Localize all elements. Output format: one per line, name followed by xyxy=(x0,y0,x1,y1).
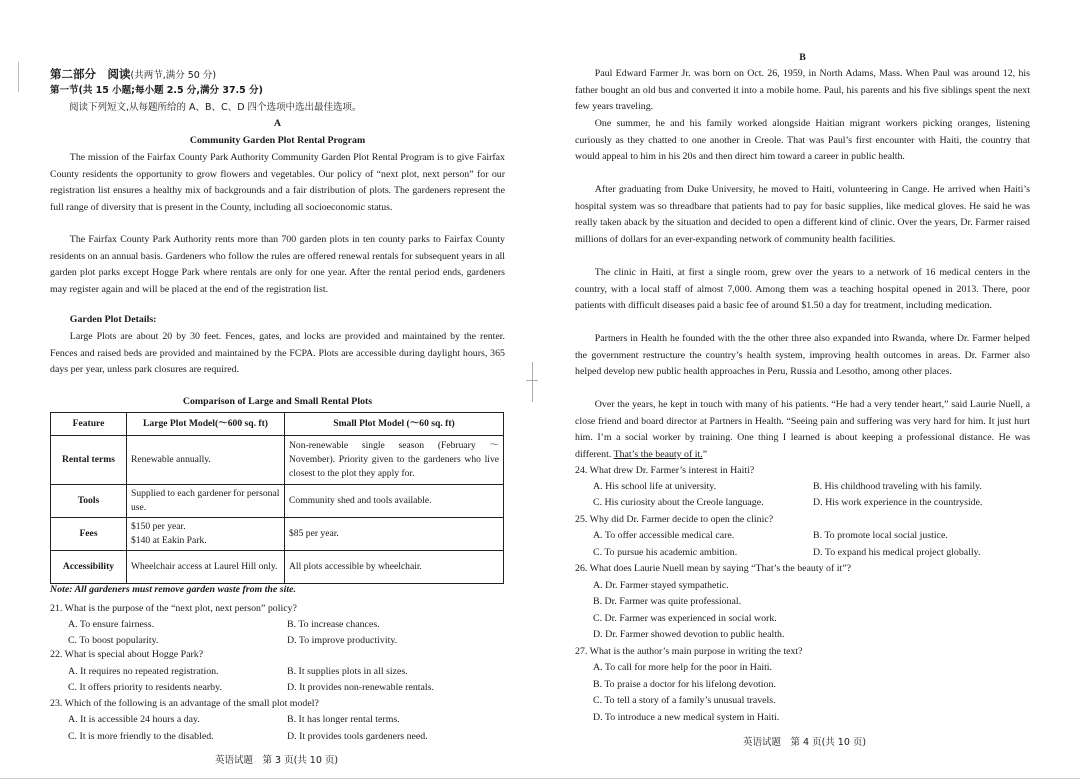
underlined-quote: That’s the beauty of it. xyxy=(613,448,703,460)
option-21-c[interactable]: C. To boost popularity. xyxy=(68,635,159,646)
table-row xyxy=(51,485,504,518)
option-25-c[interactable]: C. To pursue his academic ambition. xyxy=(593,547,738,558)
details-heading: Garden Plot Details: xyxy=(69,314,157,325)
paragraph-6-text: Over the years, he kept in touch with many of his patients. “He had a very tender heart,” said Laurie Nuell, a close friend and board director at Partners in Health. “Seeing pain and suffering was very hard for him. It just hurt him. I’m a social worker by training. One thing I learned is about keeping a professional distance. He was different. xyxy=(575,399,1030,460)
option-23-d[interactable]: D. It provides tools gardeners need. xyxy=(287,731,428,742)
right-page xyxy=(575,0,1030,782)
table-row xyxy=(51,551,504,584)
table-cell-large: Renewable annually. xyxy=(127,436,285,485)
table-cell-small: Community shed and tools available. xyxy=(285,485,504,518)
option-25-b[interactable]: B. To promote local social justice. xyxy=(813,530,948,541)
question-22: 22. What is special about Hogge Park? xyxy=(50,649,204,660)
table-cell-feature: Rental terms xyxy=(51,436,127,485)
fold-mark xyxy=(532,362,533,402)
question-26: 26. What does Laurie Nuell mean by saying “That’s the beauty of it”? xyxy=(575,563,851,574)
option-25-d[interactable]: D. To expand his medical project globally. xyxy=(813,547,981,558)
table-cell-large: Wheelchair access at Laurel Hill only. xyxy=(127,551,285,584)
option-23-a[interactable]: A. It is accessible 24 hours a day. xyxy=(68,714,200,725)
table-cell-large: $150 per year. $140 at Eakin Park. xyxy=(127,518,285,551)
passage-a-paragraph-1: The mission of the Fairfax County Park Authority Community Garden Plot Rental Program is to give Fairfax County residents the opportunity to grow flowers and vegetables. Our policy of “next plot, next person” for our registration list ensures a healthy mix of backgrounds and a fair distribution of plots. The gardeners represent the full range of diversity that is present in the County, including all socioeconomic status. xyxy=(50,152,505,213)
table-row xyxy=(51,436,504,485)
passage-b-paragraph-4: The clinic in Haiti, at first a single room, grew over the years to a network of 16 medical centers in the country, with a local staff of almost 7,000. Among them was a teaching hospital opened in 2013. There, poor patients with difficult diseases paid a basic fee of around $1.50 a day for treatment, including medication. xyxy=(575,267,1030,312)
question-23: 23. Which of the following is an advantage of the small plot model? xyxy=(50,698,319,709)
passage-b-paragraph-2: One summer, he and his family worked alongside Haitian migrant workers picking oranges, listening curiously as they chatted to one another in Creole. That was Paul’s first encounter with Haiti, the country that would appeal to him in his 20s and then direct him toward a career in public health. xyxy=(575,118,1030,163)
table-header-large: Large Plot Model(～600 sq. ft) xyxy=(127,413,285,436)
table-header-feature: Feature xyxy=(51,413,127,436)
option-27-c[interactable]: C. To tell a story of a family’s unusual travels. xyxy=(593,695,776,706)
table-cell-small: Non-renewable single season (February ～ November). Priority given to the gardeners who live closest to the plot they apply for. xyxy=(285,436,504,485)
question-21: 21. What is the purpose of the “next plot, next person” policy? xyxy=(50,603,297,614)
table-cell-small: All plots accessible by wheelchair. xyxy=(285,551,504,584)
table-header-row xyxy=(51,413,504,436)
margin-mark xyxy=(18,62,19,92)
section-header xyxy=(50,66,505,85)
option-22-c[interactable]: C. It offers priority to residents nearby. xyxy=(68,682,222,693)
table-note: Note: All gardeners must remove garden waste from the site. xyxy=(50,584,296,595)
question-25: 25. Why did Dr. Farmer decide to open the clinic? xyxy=(575,514,774,525)
option-22-b[interactable]: B. It supplies plots in all sizes. xyxy=(287,666,408,677)
option-27-b[interactable]: B. To praise a doctor for his lifelong devotion. xyxy=(593,679,776,690)
section-title: 第二部分 阅读 xyxy=(50,67,131,81)
option-22-a[interactable]: A. It requires no repeated registration. xyxy=(68,666,219,677)
section-note: (共两节,满分 50 分) xyxy=(130,70,217,81)
passage-b-paragraph-6 xyxy=(575,397,1030,463)
option-21-d[interactable]: D. To improve productivity. xyxy=(287,635,398,646)
page-footer-4: 英语试题 第 4 页(共 10 页) xyxy=(743,737,867,748)
table-row xyxy=(51,518,504,551)
option-25-a[interactable]: A. To offer accessible medical care. xyxy=(593,530,735,541)
closing-quote: ” xyxy=(702,448,708,460)
fold-mark-tick xyxy=(526,380,538,381)
option-22-d[interactable]: D. It provides non-renewable rentals. xyxy=(287,682,434,693)
option-27-d[interactable]: D. To introduce a new medical system in Haiti. xyxy=(593,712,780,723)
option-24-c[interactable]: C. His curiosity about the Creole language. xyxy=(593,497,764,508)
option-26-a[interactable]: A. Dr. Farmer stayed sympathetic. xyxy=(593,580,729,591)
option-23-b[interactable]: B. It has longer rental terms. xyxy=(287,714,400,725)
passage-b-paragraph-3: After graduating from Duke University, he moved to Haiti, volunteering in Cange. He arrived when Haiti’s hospital system was so threadbare that patients had to pay for basic supplies, like medical gloves. He said he was really taken aback by the situation and decided to open a different kind of clinic. Over the years, Dr. Farmer raised millions of dollars for an ever-expanding network of community health facilities. xyxy=(575,184,1030,245)
option-24-b[interactable]: B. His childhood traveling with his family. xyxy=(813,481,982,492)
passage-a-paragraph-3: Large Plots are about 20 by 30 feet. Fences, gates, and locks are provided and maintained by the renter. Fences and raised beds are provided and maintained by the FCPA. Plots are accessible during daylight hours, 365 days per year, unless park closures are required. xyxy=(50,331,505,376)
passage-b-paragraph-1: Paul Edward Farmer Jr. was born on Oct. 26, 1959, in North Adams, Mass. When Paul was around 12, his father bought an old bus and converted it into a mobile home. Paul, his parents and his five siblings spent the next few years traveling. xyxy=(575,68,1030,113)
table-cell-feature: Tools xyxy=(51,485,127,518)
comparison-table xyxy=(50,412,504,584)
option-24-a[interactable]: A. His school life at university. xyxy=(593,481,717,492)
passage-letter-a: A xyxy=(273,118,282,129)
table-cell-small: $85 per year. xyxy=(285,518,504,551)
option-26-d[interactable]: D. Dr. Farmer showed devotion to public health. xyxy=(593,629,785,640)
left-page xyxy=(50,0,505,782)
option-21-a[interactable]: A. To ensure fairness. xyxy=(68,619,155,630)
option-24-d[interactable]: D. His work experience in the countryside. xyxy=(813,497,983,508)
question-24: 24. What drew Dr. Farmer’s interest in Haiti? xyxy=(575,465,755,476)
option-26-b[interactable]: B. Dr. Farmer was quite professional. xyxy=(593,596,742,607)
subsection-title: 第一节(共 15 小题;每小题 2.5 分,满分 37.5 分) xyxy=(50,85,263,96)
passage-b-paragraph-5: Partners in Health he founded with the the other three also expanded into Rwanda, where Dr. Farmer helped the government restructure the country’s health system, improving health outcomes in areas. Dr. Farmer also helped develop new public health approaches in Peru, Russia and Lesotho, among other places. xyxy=(575,333,1030,378)
table-title: Comparison of Large and Small Rental Plots xyxy=(182,396,373,407)
table-cell-feature: Fees xyxy=(51,518,127,551)
table-cell-feature: Accessibility xyxy=(51,551,127,584)
passage-a-paragraph-2: The Fairfax County Park Authority rents more than 700 garden plots in ten county parks to Fairfax County residents on an annual basis. Gardeners who follow the rules are offered renewal rentals for subsequent years in all garden plot parks except Hogge Park where rentals are only for one year. After the rental period ends, gardeners may register again and will be placed at the end of the registration list. xyxy=(50,234,505,295)
option-23-c[interactable]: C. It is more friendly to the disabled. xyxy=(68,731,214,742)
table-header-small: Small Plot Model (～60 sq. ft) xyxy=(285,413,504,436)
question-27: 27. What is the author’s main purpose in writing the text? xyxy=(575,646,803,657)
instruction: 阅读下列短文,从每题所给的 A、B、C、D 四个选项中选出最佳选项。 xyxy=(69,102,362,113)
page-footer-3: 英语试题 第 3 页(共 10 页) xyxy=(215,755,339,766)
option-27-a[interactable]: A. To call for more help for the poor in Haiti. xyxy=(593,662,773,673)
table-cell-large: Supplied to each gardener for personal use. xyxy=(127,485,285,518)
option-26-c[interactable]: C. Dr. Farmer was experienced in social work. xyxy=(593,613,777,624)
passage-title: Community Garden Plot Rental Program xyxy=(189,135,366,146)
option-21-b[interactable]: B. To increase chances. xyxy=(287,619,380,630)
passage-letter-b: B xyxy=(799,52,806,63)
